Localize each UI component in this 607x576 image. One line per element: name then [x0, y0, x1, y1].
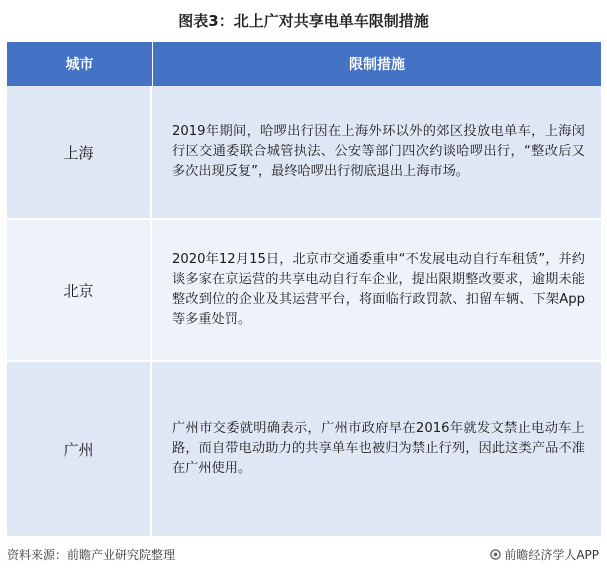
- source-note: 资料来源：前瞻产业研究院整理: [7, 548, 176, 562]
- table-row: [7, 362, 601, 538]
- header-measures: 限制措施: [349, 57, 405, 73]
- city-cell: 广州: [7, 362, 152, 536]
- table-header: [7, 42, 601, 86]
- circle-logo-icon: [490, 549, 501, 560]
- city-cell: 上海: [7, 86, 152, 218]
- page-title: 图表3：北上广对共享电单车限制措施: [178, 12, 429, 30]
- measure-cell: 2019年期间，哈啰出行因在上海外环以外的郊区投放电单车，上海闵行区交通委联合城管执法、公安等部门四次约谈哈啰出行，“整改后又多次出现反复”，最终哈啰出行彻底退出上海市场。: [172, 124, 585, 179]
- brand-name: 前瞻经济学人APP: [504, 548, 599, 562]
- measure-cell: 广州市交委就明确表示，广州市政府早在2016年就发文禁止电动车上路，而自带电动助力的共享单车也被归为禁止行列，因此这类产品不准在广州使用。: [172, 421, 585, 476]
- table-row: [7, 220, 601, 362]
- measure-cell: 2020年12月15日，北京市交通委重申“不发展电动自行车租赁”，并约谈多家在京运营的共享电动自行车企业，提出限期整改要求，逾期未能整改到位的企业及其运营平台，将面临行政罚款、扣留车辆、下架App等多重处罚。: [172, 252, 585, 327]
- city-cell: 北京: [7, 220, 152, 360]
- header-city: 城市: [7, 42, 153, 86]
- table-row: [7, 86, 601, 220]
- brand-credit: [490, 546, 599, 563]
